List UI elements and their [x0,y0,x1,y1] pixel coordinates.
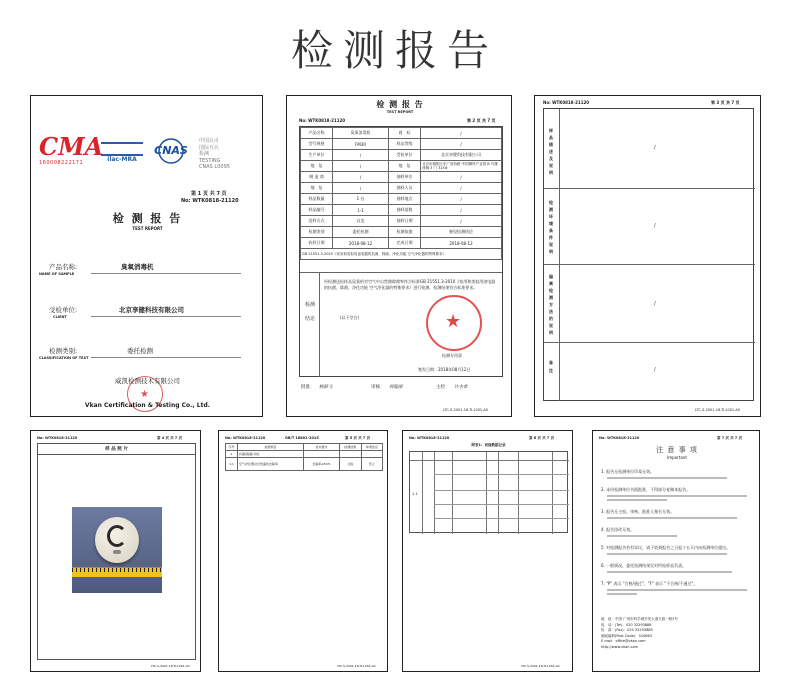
remark-row: 偏离检测方法的说明 / [544,265,755,343]
table-row: 生产单位 / 受检单位 北京享健科技有限公司 [301,150,502,161]
client-value: 北京享健科技有限公司 [119,306,184,314]
report-number: No: WTK0818-21120 [409,436,450,440]
report-cover-page[interactable] [30,95,263,417]
footer-code: LTC-S-2001-18-TL1001-A0 [337,664,376,668]
table-row: 检测类别 委托检测 检测依据 参见检测结论 [301,227,502,238]
remark-row: 检测环境条件说明 / [544,189,755,265]
footer-code: LTC-S-2001-18-TL1001-A0 [521,664,560,668]
remarks-page[interactable] [534,95,761,417]
footer-code: LTC-S-2001-18-TL1001-A0 [151,664,190,668]
divider [91,273,241,274]
sample-name-value: 臭氧消毒机 [121,263,154,271]
photo-caption-box [37,443,196,455]
sample-photo [72,507,162,593]
report-number: No: WTK0818-21120 [543,100,590,105]
report-title: 检 测 报 告 [376,99,424,109]
remarks-table [543,108,754,401]
report-number: No: WTK0818-21120 [225,436,266,440]
conclusion-box [300,272,502,376]
stamp-label: 检测专用章 [442,353,462,358]
page-number: 第 7 页 共 7 页 [717,436,742,440]
test-class-value: 委托检测 [127,347,153,355]
report-title-en: TEST REPORT [386,110,414,114]
official-stamp: ★ [426,295,482,351]
lab-stamp: ★ [127,376,163,412]
contact-info: 地 址：中国 广州市科学城开发大道天源一路3号 电 话：(Tel)：020 32293888 传 真：(Fax)：020 32293889 邮政编码(Post Code)：510663 E-mail：office@vkan.com http://www.vkan.com [601,617,678,649]
conclusion-text: 经检测送检样品臭氧机对空气中自然菌除菌率符合标准GB 21551.3-2010《家用和类似用途电器的抗菌、除菌、净化功能 空气净化器的特殊要求》进行检测，检测结果符合标准要求。 [324,279,496,290]
divider [91,316,241,317]
page-number: 第 2 页 共 7 页 [467,118,496,123]
client-label: 受检单位: [49,306,78,314]
test-class-label: 检测类别: [49,347,78,355]
cma-logo: CMA 160008222171 [39,132,104,166]
photo-caption: 样 品 照 片 [105,447,128,452]
cover-title-en: TEST REPORT [132,226,163,231]
table-row: 1.1 空气净化器对自然菌的去除率 去除率≥50% 合格 符合 [226,458,383,471]
page-number: 第 1 页 共 7 页 [191,191,227,197]
ilac-mra-logo: ilac-MRA [101,142,143,166]
page-number: 第 6 页 共 7 页 [529,436,554,440]
page-number: 第 3 页 共 7 页 [711,100,740,105]
table-row: 地 址 / 抽样人员 / [301,183,502,194]
table-row: GB 21551.3-2010《家用和类似用途电器的抗菌、除菌、净化功能 空气净化器的特殊要求》 [301,249,502,260]
page-number: 第 5 页 共 7 页 [345,436,370,440]
notes-title-en: Important [667,455,687,460]
footer-code: LTC-S-2001-18-TL1001-A0 [443,408,488,412]
table-row: 制 造 商 / 抽样单位 / [301,172,502,183]
data-table: 1.1 [409,451,568,533]
device-photo [95,517,139,563]
issue-date: 签发日期：2018年08月12日 [418,367,471,372]
org-name-en: Vkan Certification & Testing Co., Ltd. [84,402,211,409]
footer-code: LTC-S-2001-18-TL1001-A0 [695,408,740,412]
table-row: 样品数量 1 台 抽样地点 / [301,194,502,205]
notes-page[interactable] [592,430,760,672]
cnas-accreditation-text: 中国认可 国际互认 检测 TESTING CNAS L0095 [199,138,230,170]
result-table [225,443,383,471]
measuring-ruler [72,567,162,577]
report-number: No: WTK0818-21120 [599,436,640,440]
table-row: 序号 检测项目 技术要求 检测结果 单项结论 [226,444,383,451]
divider [91,357,241,358]
remark-row: 备注 / [544,343,755,401]
conclusion-note: (以下空白) [340,315,360,320]
test-class-label-en: CLASSIFICATION OF TEST [39,356,89,360]
standard-code: GB/T 18801-2015 [285,436,319,440]
data-table-title: 附表1：试验数据记录 [471,443,506,447]
report-number: No: WTK0818-21120 [299,118,346,123]
client-label-en: CLIENT [53,315,67,319]
remark-row: 样品描述及说明 / [544,109,755,189]
report-number: No: WTK0818-21120 [181,198,239,204]
table-row: 样品编号 1-1 抽样基数 / [301,205,502,216]
report-table-frame [299,126,503,377]
report-info-table [300,127,502,260]
sample-photo-page[interactable] [30,430,201,672]
cover-title: 检 测 报 告 [112,212,183,225]
sample-name-label: 产品名称: [49,263,78,271]
page-title: 检测报告 [290,26,499,75]
org-name: 威凯检测技术有限公司 [115,377,180,385]
test-result-page[interactable] [218,430,388,672]
sample-name-label-en: NAME OF SAMPLE [39,272,75,276]
notes-list: 1. 报告无检测单位印章无效。 2. 未经检测单位书面批准，不得部分复制本报告。 3. 报告无主检、审核、批准人签名无效。 4. 报告涂改无效。 5. 对检测报告若有异议，请于收到报告之日起十五天内向检测单位提出。 6. 一般情况，委托检测结果仅对所检样品负责。 7. "P" 表示 "合格/通过"，"F" 表示 "不合格/不通过"。 [601,469,755,603]
table-row: 送样方式 自送 抽样日期 / [301,216,502,227]
table-row: 收样日期 2018-08-12 完成日期 2018-08-12 [301,238,502,249]
page-number: 第 4 页 共 7 页 [157,436,182,440]
cnas-logo: CNAS [146,138,196,168]
table-row: 产品名称 臭氧消毒机 商 标 / [301,128,502,139]
conclusion-label-cell [300,273,320,377]
table-row: 型号规格 FM30 样品等级 / [301,139,502,150]
table-row: 1 抗菌(除菌)功能 [226,451,383,458]
test-data-page[interactable] [402,430,573,672]
conclusion-label: 检测结论 [305,302,316,322]
table-row: 地 址 / 地 址 北京市朝阳区东广营西路·中国御风产业园 B 号楼西侧 3 门 315# [301,161,502,172]
report-data-page[interactable]: 检 测 报 告 TEST REPORT No: WTK0818-21120 第 2 页 共 7 页 产品名称 臭氧消毒机 商 标 / 型号规格 FM30 样品等级 / 生产单位 / 受检单位 北京享健科技有限公司 地 址 / 地 址 北京市朝阳区东广营西路·中国御风产业园 B 号楼西侧 3 门 315# 制 造 商 / 抽样单位 / 地 址 / 抽样人员 / 样品数量 1 台 抽样地点 / 样品编号 1-1 抽样基数 / 送样方式 自送 抽样日期 / 检测类别 委托检测 检测依据 参见检测结论 收样日期 2018-08-12 完成日期 2018-08-12 GB 21551.3-2010《家用和类似用途电器的抗菌、除菌、净化功能 空气净化器的特殊要求》 检测结论 经检测送检样品臭氧机对空气中自然菌除菌率符合标准GB 21551.3-2010《家用和类似用途电器的抗菌、除菌、净化功能 空气净化器的特殊要求》进行检测，检测结果符合标准要求。 (以下空白) ★ 检测专用章 签发日期：2018年08月12日 批准： 杨骄飞 审核： 周聪丽 主检： 许水恭 LTC-S-2001-18-TL1001-A0 [286,95,512,417]
report-number: No: WTK0818-21120 [37,436,78,440]
notes-title: 注 意 事 项 [656,446,698,454]
